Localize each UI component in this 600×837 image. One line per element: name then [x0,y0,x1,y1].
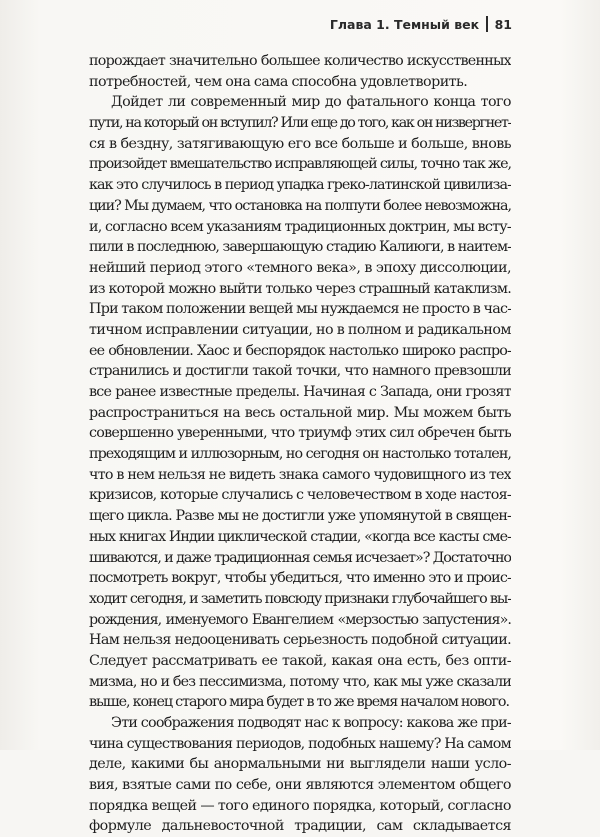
text-line: распространиться на весь остальной мир. Мы можем быть [89,404,511,421]
text-line: При таком положении вещей мы нуждаемся не просто в час- [89,301,511,318]
text-line: преходящим и иллюзорным, но сегодня он настолько тотален, [89,446,511,463]
text-line: щего цикла. Разве мы не достигли уже упомянутой в священ- [89,508,511,525]
text-line: Нам нельзя недооценивать серьезность подобной ситуации. [89,632,511,649]
text-line: совершенно уверенными, что триумф этих сил обречен быть [89,425,511,442]
text-line: и, согласно всем указаниям традиционных доктрин, мы всту- [89,218,511,235]
text-line: нейший период этого «темного века», в эпоху диссолюции, [89,259,511,276]
text-line: мизма, но и без пессимизма, потому что, как мы уже сказали [89,673,511,690]
text-line: выше, конец старого мира будет в то же время началом нового. [89,694,509,711]
text-line: из которой можно выйти только через страшный катаклизм. [89,280,511,297]
text-line: порядка вещей — того единого порядка, который, согласно [89,797,511,814]
text-line: ных книгах Индии циклической стадии, «когда все касты сме- [89,528,511,545]
text-line: шиваются, и даже традиционная семья исчезает»? Достаточно [89,549,511,566]
text-line: ходит сегодня, и заметить повсюду признаки глубочайшего вы- [89,590,511,607]
text-line: пили в последнюю, завершающую стадию Калиюги, в наитем- [89,239,511,256]
text-line: странились и достигли такой точки, что намного превзошли [89,363,511,380]
text-line: Дойдет ли современный мир до фатального конца того [111,94,511,111]
text-line: тичном исправлении ситуации, но в полном и радикальном [89,321,511,338]
header-divider [486,16,488,32]
text-line: формуле дальневосточной традиции, сам складывается [89,818,511,835]
text-line: потребностей, чем она сама способна удовлетворить. [89,73,468,90]
text-line: что в нем нельзя не видеть знака самого чудовищного из тех [89,466,511,483]
chapter-title: Глава 1. Темный век [329,16,480,32]
text-line: ее обновлении. Хаос и беспорядок настолько широко распро- [89,342,511,359]
text-line: ся в бездну, затягивающую его все больше и больше, вновь [89,135,511,152]
text-line: Следует рассматривать ее такой, какая она есть, без опти- [89,652,511,669]
text-line: ции? Мы думаем, что остановка на полпути более невозможна, [89,197,511,214]
text-line: рождения, именуемого Евангелием «мерзостью запустения». [89,611,511,628]
text-line: пути, на который он вступил? Или еще до того, как он низвергнет- [89,115,511,132]
page-number: 81 [494,16,512,32]
text-line: вия, взятые сами по себе, они являются элементом общего [89,777,511,794]
text-line: чина существования периодов, подобных нашему? На самом [89,735,511,752]
text-line: произойдет вмешательство исправляющей силы, точно так же, [89,156,511,173]
text-line: Эти соображения подводят нас к вопросу: какова же при- [111,715,511,731]
text-line: кризисов, которые случались с человечеством в ходе настоя- [89,487,511,504]
text-line: посмотреть вокруг, чтобы убедиться, что именно это и проис- [89,570,511,587]
text-line: все ранее известные пределы. Начиная с Запада, они грозят [89,384,511,400]
text-line: порождает значительно большее количество искусственных [89,53,511,69]
running-head [330,16,512,32]
text-line: как это случилось в период упадка греко-латинской цивилиза- [89,177,511,194]
text-line: деле, какими бы анормальными ни выглядели наши усло- [89,756,511,773]
body-text [89,51,511,837]
